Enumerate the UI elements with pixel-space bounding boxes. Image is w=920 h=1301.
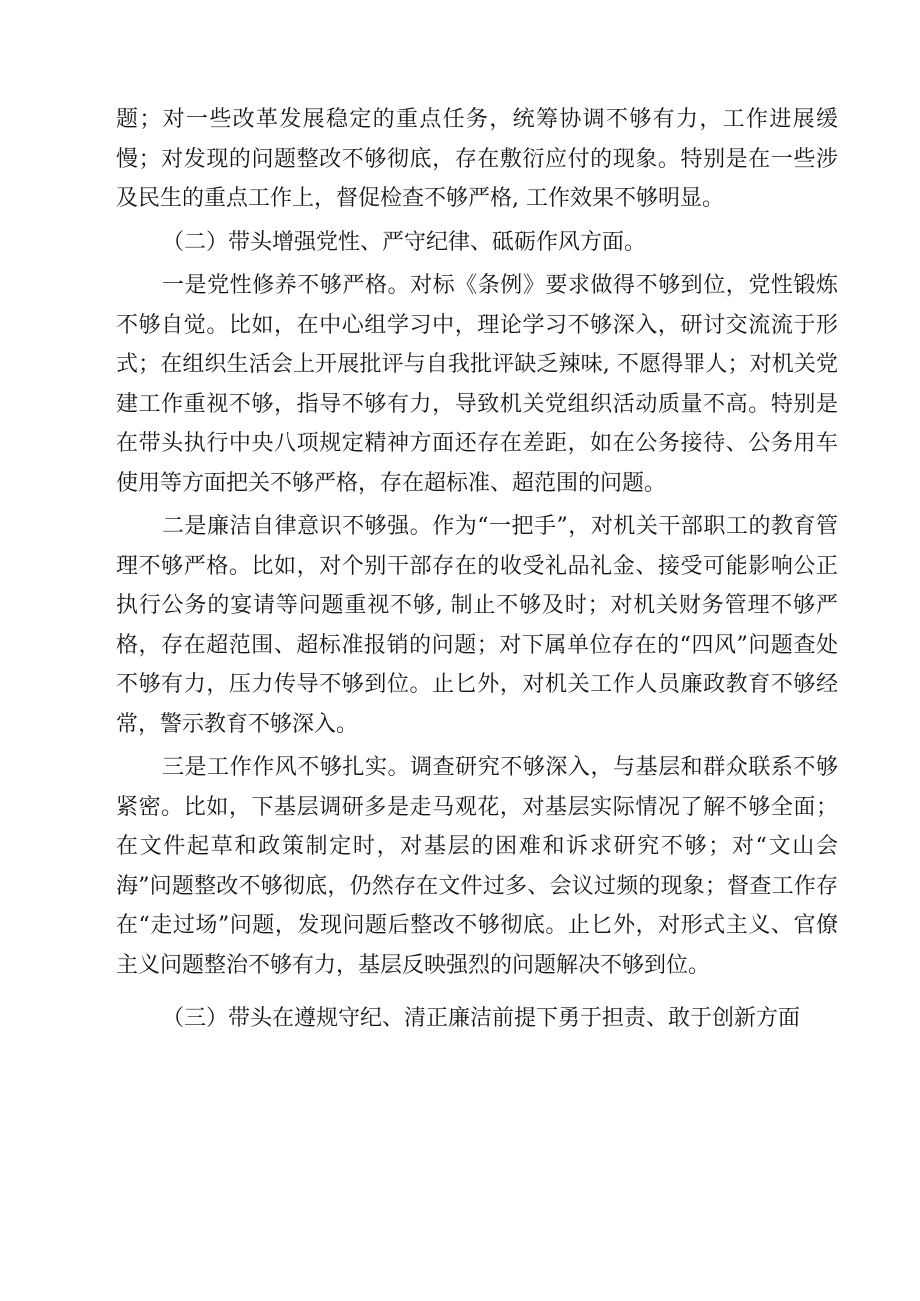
document-body xyxy=(116,100,838,1039)
paragraph-continued: 题；对一些改革发展稳定的重点任务，统筹协调不够有力，工作进展缓慢；对发现的问题整改不够彻底，存在敷衍应付的现象。特别是在一些涉及民生的重点工作上，督促检查不够严格, 工作效果不够明显。 xyxy=(116,107,838,211)
paragraph-integrity: 二是廉洁自律意识不够强。作为“一把手”，对机关干部职工的教育管理不够严格。比如，对个别干部存在的收受礼品礼金、接受可能影响公正执行公务的宴请等问题重视不够, 制止不够及时；对机关财务管理不够严格，存在超范围、超标准报销的问题；对下属单位存在的“四风”问题查处不够有力，压力传导不够到位。止匕外，对机关工作人员廉政教育不够经常，警示教育不够深入。 xyxy=(116,514,838,737)
paragraph-work-style: 三是工作作风不够扎实。调查研究不够深入，与基层和群众联系不够紧密。比如，下基层调研多是走马观花，对基层实际情况了解不够全面；在文件起草和政策制定时，对基层的困难和诉求研究不够；对“文山会海”问题整改不够彻底，仍然存在文件过多、会议过频的现象；督查工作存在“走过场”问题，发现问题后整改不够彻底。止匕外，对形式主义、官僚主义问题整治不够有力，基层反映强烈的问题解决不够到位。 xyxy=(116,755,838,978)
section-heading-2: （二）带头增强党性、严守纪律、砥砺作风方面。 xyxy=(162,229,647,255)
paragraph-party-spirit: 一是党性修养不够严格。对标《条例》要求做得不够到位，党性锻炼不够自觉。比如，在中心组学习中，理论学习不够深入，研讨交流流于形式；在组织生活会上开展批评与自我批评缺乏辣味, 不愿得罪人；对机关党建工作重视不够，指导不够有力，导致机关党组织活动质量不高。特别是在带头执行中央八项规定精神方面还存在差距，如在公务接待、公务用车使用等方面把关不够严格，存在超标准、超范围的问题。 xyxy=(116,273,838,496)
paragraph-gap xyxy=(116,985,838,999)
section-heading-3: （三）带头在遵规守纪、清正廉洁前提下勇于担责、敢于创新方面 xyxy=(162,1006,801,1031)
